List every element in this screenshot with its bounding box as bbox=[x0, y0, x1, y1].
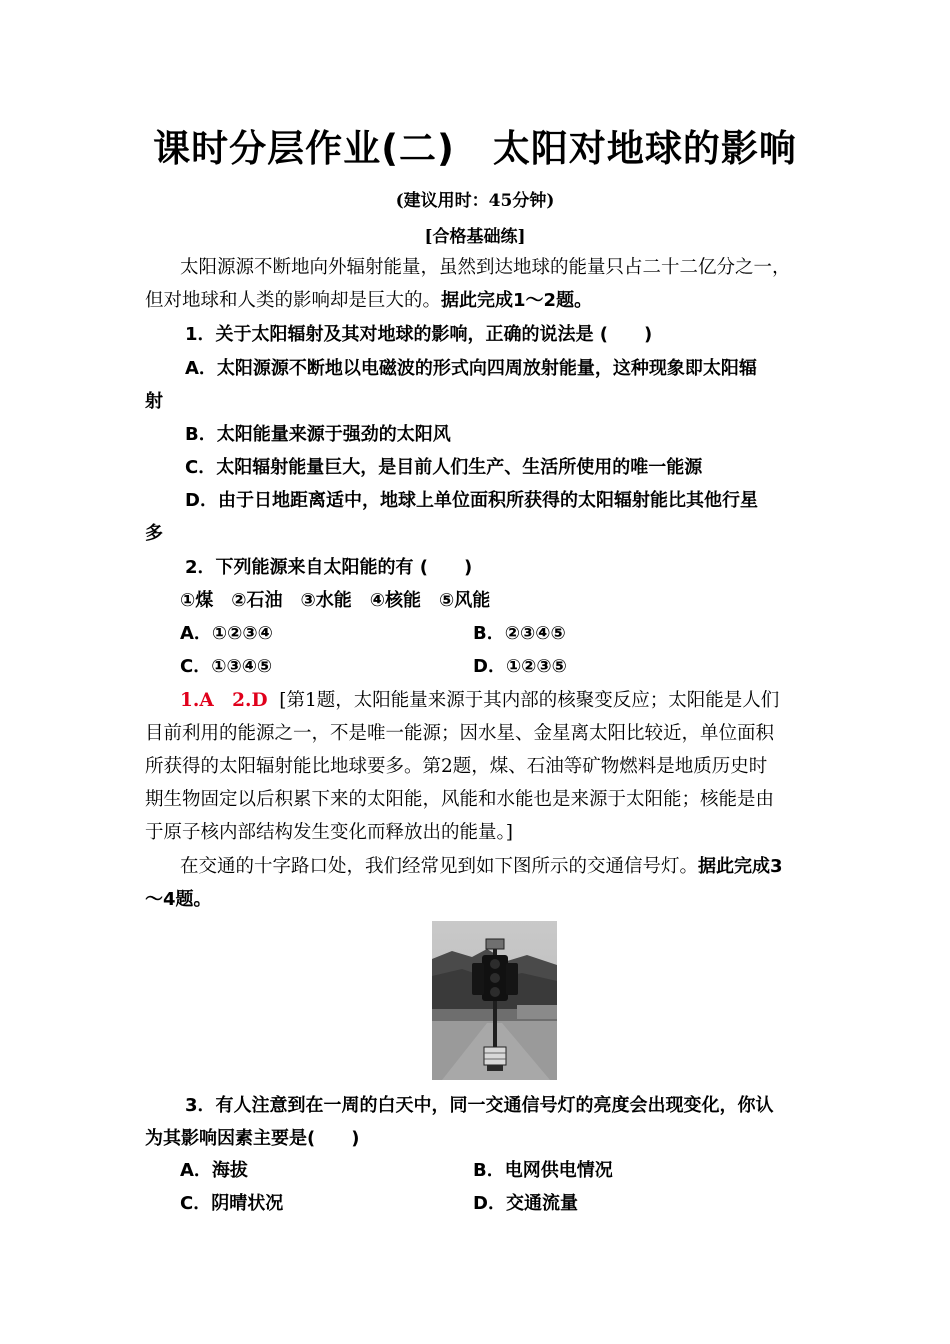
answer-text-1: [第1题，太阳能量来源于其内部的核聚变反应；太阳能是人们 bbox=[279, 690, 780, 711]
q3-stem-line1: 3．有人注意到在一周的白天中，同一交通信号灯的亮度会出现变化，你认 bbox=[185, 1095, 774, 1116]
q1-stem: 1．关于太阳辐射及其对地球的影响，正确的说法是 ( ) bbox=[185, 324, 653, 345]
q1-option-c: C．太阳辐射能量巨大，是目前人们生产、生活所使用的唯一能源 bbox=[185, 457, 703, 478]
title-part-a: 课时分层作业(二) bbox=[153, 127, 455, 170]
q3-option-c: C．阴晴状况 bbox=[180, 1193, 284, 1214]
suggested-time: (建议用时：45分钟) bbox=[395, 191, 555, 211]
q3-option-a: A．海拔 bbox=[180, 1160, 248, 1181]
intro1-line2-text: 但对地球和人类的影响却是巨大的。 bbox=[145, 290, 442, 311]
q3-option-d: D．交通流量 bbox=[473, 1193, 578, 1214]
q1-option-b: B．太阳能量来源于强劲的太阳风 bbox=[185, 424, 451, 445]
q2-option-c: C．①③④⑤ bbox=[180, 656, 273, 677]
intro1-line2 bbox=[145, 287, 592, 315]
answer-line2: 目前利用的能源之一，不是唯一能源；因水星、金星离太阳比较近，单位面积 bbox=[145, 723, 775, 744]
answer-line1 bbox=[180, 687, 779, 715]
answer-keys: 1.A 2.D bbox=[180, 690, 268, 711]
q2-stem: 2．下列能源来自太阳能的有 ( ) bbox=[185, 557, 473, 578]
q1-option-a-line1: A．太阳源源不断地以电磁波的形式向四周放射能量，这种现象即太阳辐 bbox=[185, 358, 757, 379]
answer-line5: 于原子核内部结构发生变化而释放出的能量。] bbox=[145, 822, 513, 843]
answer-line4: 期生物固定以后积累下来的太阳能，风能和水能也是来源于太阳能；核能是由 bbox=[145, 789, 775, 810]
intro2-line1-text: 在交通的十字路口处，我们经常见到如下图所示的交通信号灯。 bbox=[180, 856, 699, 877]
q1-option-a-line2: 射 bbox=[145, 391, 163, 412]
section-heading: [合格基础练] bbox=[424, 227, 526, 247]
intro1-line1: 太阳源源不断地向外辐射能量，虽然到达地球的能量只占二十二亿分之一， bbox=[180, 257, 791, 278]
q2-option-a: A．①②③④ bbox=[180, 623, 273, 644]
intro2-instruction: 据此完成3 bbox=[698, 856, 783, 877]
title-part-b: 太阳对地球的影响 bbox=[492, 127, 797, 170]
q2-option-d: D．①②③⑤ bbox=[473, 656, 567, 677]
q3-stem-line2: 为其影响因素主要是( ) bbox=[145, 1128, 360, 1149]
q1-option-d-line2: 多 bbox=[145, 523, 163, 544]
q2-option-b: B．②③④⑤ bbox=[473, 623, 566, 644]
intro2-line1 bbox=[180, 853, 783, 881]
intro1-instruction: 据此完成1～2题。 bbox=[441, 290, 593, 311]
page-title bbox=[0, 118, 950, 172]
q1-option-d-line1: D．由于日地距离适中，地球上单位面积所获得的太阳辐射能比其他行星 bbox=[185, 490, 758, 511]
q3-option-b: B．电网供电情况 bbox=[473, 1160, 613, 1181]
intro2-line2: ～4题。 bbox=[145, 889, 212, 910]
answer-line3: 所获得的太阳辐射能比地球要多。第2题，煤、石油等矿物燃料是地质历史时 bbox=[145, 756, 768, 777]
q2-items: ①煤 ②石油 ③水能 ④核能 ⑤风能 bbox=[180, 590, 491, 611]
traffic-light-photo bbox=[432, 921, 557, 1080]
